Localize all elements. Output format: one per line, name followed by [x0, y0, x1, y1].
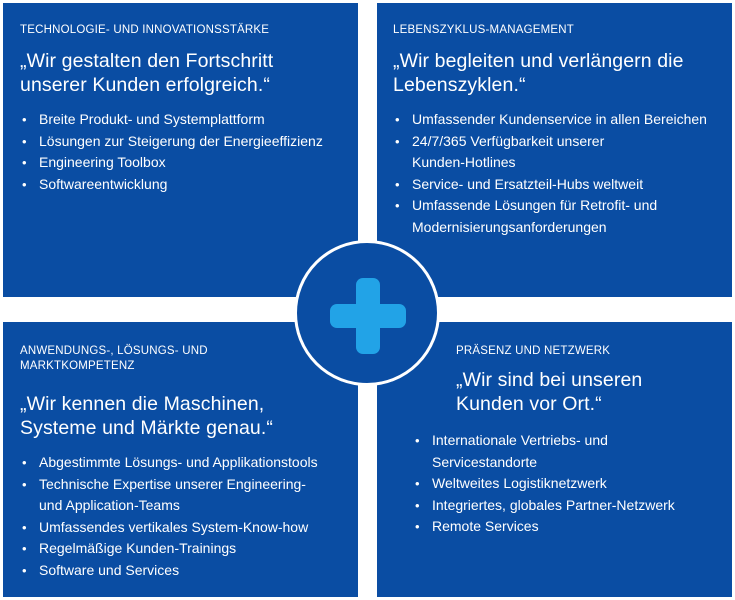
quadrant-label: ANWENDUNGS-, LÖSUNGS- UND MARKTKOMPETENZ [20, 345, 208, 372]
list-item: • Umfassender Kundenservice in allen Bereichen [393, 109, 732, 131]
plus-vertical-bar [356, 278, 380, 354]
quadrant-label: LEBENSZYKLUS-MANAGEMENT [393, 24, 574, 36]
list-item: • Umfassende Lösungen für Retrofit- und Modernisierungsanforderungen [393, 195, 732, 238]
list-item: • Service- und Ersatzteil-Hubs weltweit [393, 174, 732, 196]
bullet-list [20, 109, 358, 195]
list-item: • Breite Produkt- und Systemplattform [20, 109, 358, 131]
list-item: • Weltweites Logistiknetzwerk [413, 473, 732, 495]
plus-icon [330, 278, 406, 354]
list-item: • Software und Services [20, 560, 358, 582]
list-item: • Integriertes, globales Partner-Netzwerk [413, 495, 732, 517]
list-item: • Lösungen zur Steigerung der Energieeffizienz [20, 131, 358, 153]
quadrant-application [3, 322, 358, 597]
list-item: • Engineering Toolbox [20, 152, 358, 174]
quadrant-presence [377, 322, 732, 597]
list-item: • Remote Services [413, 516, 732, 538]
bullet-list [413, 430, 732, 538]
list-item: • Regelmäßige Kunden-Trainings [20, 538, 358, 560]
quadrant-technology [3, 3, 358, 297]
list-item: • Internationale Vertriebs- und Servicestandorte [413, 430, 732, 473]
list-item: • Softwareentwicklung [20, 174, 358, 196]
quadrant-lifecycle [377, 3, 732, 297]
quadrant-quote: „Wir sind bei unseren Kunden vor Ort.“ [456, 369, 643, 415]
quadrant-label: PRÄSENZ UND NETZWERK [456, 345, 611, 357]
list-item: • 24/7/365 Verfügbarkeit unserer Kunden-Hotlines [393, 131, 732, 174]
bullet-list [393, 109, 732, 238]
quadrant-quote: „Wir gestalten den Fortschritt unserer Kunden erfolgreich.“ [20, 50, 274, 96]
quadrant-quote: „Wir kennen die Maschinen, Systeme und Märkte genau.“ [20, 393, 273, 439]
quadrant-quote: „Wir begleiten und verlängern die Lebenszyklen.“ [393, 50, 684, 96]
bullet-list [20, 452, 358, 581]
list-item: • Abgestimmte Lösungs- und Applikationstools [20, 452, 358, 474]
quadrant-label: TECHNOLOGIE- UND INNOVATIONSSTÄRKE [20, 24, 270, 36]
list-item: • Technische Expertise unserer Engineering- und Application-Teams [20, 474, 358, 517]
list-item: • Umfassendes vertikales System-Know-how [20, 517, 358, 539]
